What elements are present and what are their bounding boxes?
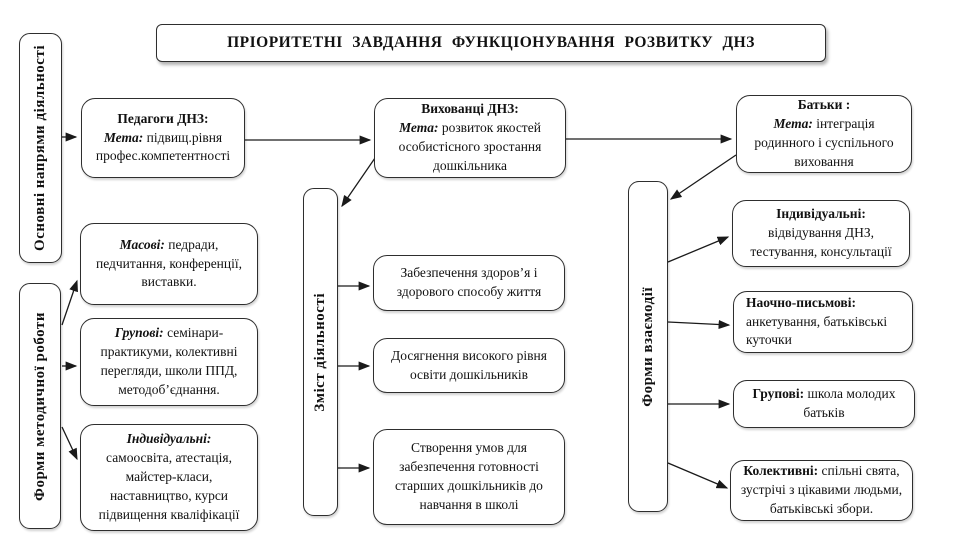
node-group-methodical-lead: Групові: <box>114 325 164 341</box>
node-parents-meta-label: Мета: <box>773 116 813 132</box>
node-individual-methodical-text: самоосвіта, атестація, майстер-класи, наставництво, курси підвищення кваліфікації <box>98 450 240 522</box>
node-group-interaction-lead: Групові: <box>752 386 805 402</box>
node-group-interaction-text: школа молодих батьків <box>803 386 896 420</box>
node-group-methodical <box>80 318 258 406</box>
rail-activity-content-label: Зміст діяльності <box>312 292 328 412</box>
node-individual-interaction-text: відвідування ДНЗ, тестування, консультації <box>750 225 892 259</box>
node-individual-interaction <box>732 200 910 267</box>
node-mass-forms <box>80 223 258 305</box>
arrow-parents-to-interaction-rail <box>671 155 736 199</box>
node-school-readiness-text: Створення умов для забезпечення готовності старших дошкільників до навчання в школі <box>395 440 543 512</box>
node-collective-interaction-text: спільні свята, зустрічі з цікавими людьми, батьківські збори. <box>740 463 903 516</box>
node-pupils-heading: Вихованці ДНЗ: <box>421 101 519 117</box>
node-teachers-heading: Педагоги ДНЗ: <box>117 110 209 126</box>
node-health <box>373 255 565 311</box>
node-education-level-text: Досягнення високого рівня освіти дошкільників <box>391 347 547 382</box>
arrow-methodical-to-mass <box>62 281 77 325</box>
arrow-pupils-to-content-rail <box>342 158 375 206</box>
node-individual-interaction-lead: Індивідуальні: <box>776 206 866 222</box>
node-visual-written <box>733 291 913 353</box>
node-visual-written-text: анкетування, батьківські куточки <box>746 313 888 348</box>
node-pupils-text: розвиток якостей особистісного зростання дошкільника <box>398 120 542 173</box>
node-group-methodical-text: семінари-практикуми, колективні перегляди, школи ППД, методоб’єднання. <box>100 325 238 397</box>
node-parents <box>736 95 912 173</box>
node-teachers <box>81 98 245 178</box>
node-school-readiness <box>373 429 565 525</box>
rail-main-directions <box>19 33 62 263</box>
node-pupils <box>374 98 566 178</box>
rail-main-directions-label: Основні напрями діяльності <box>32 45 48 251</box>
node-parents-text: інтеграція родинного і суспільного виховання <box>754 116 894 169</box>
rail-methodical-forms <box>19 283 61 529</box>
diagram-title-box <box>156 24 826 62</box>
node-teachers-text: підвищ.рівня профес.компетентності <box>95 129 231 164</box>
arrow-methodical-to-individual <box>62 427 77 459</box>
node-teachers-meta-label: Мета: <box>103 129 144 145</box>
rail-methodical-forms-label: Форми методичної роботи <box>31 311 48 501</box>
node-individual-methodical <box>80 424 258 531</box>
arrow-interaction-to-individual <box>668 237 728 262</box>
node-collective-interaction <box>730 460 913 521</box>
node-pupils-meta-label: Мета: <box>399 120 439 136</box>
node-group-interaction <box>733 380 915 428</box>
diagram-title: ПРІОРИТЕТНІ ЗАВДАННЯ ФУНКЦІОНУВАННЯ РОЗВИТКУ ДНЗ <box>227 34 755 52</box>
rail-interaction-forms-label: Форми взаємодії <box>639 286 656 407</box>
node-visual-written-lead: Наочно-письмові: <box>746 294 856 310</box>
node-individual-methodical-lead: Індивідуальні: <box>126 431 212 447</box>
node-mass-forms-lead: Масові: <box>119 236 165 252</box>
node-mass-forms-text: педради, педчитання, конференції, виставки. <box>95 236 243 290</box>
node-health-text: Забезпечення здоров’я і здорового способу життя <box>396 265 542 299</box>
node-collective-interaction-lead: Колективні: <box>743 463 819 479</box>
node-education-level <box>373 338 565 393</box>
arrow-interaction-to-collective <box>668 463 727 488</box>
node-parents-heading: Батьки : <box>797 97 851 113</box>
rail-interaction-forms <box>628 181 668 512</box>
rail-activity-content <box>303 188 338 516</box>
arrow-interaction-to-visual <box>668 322 729 325</box>
